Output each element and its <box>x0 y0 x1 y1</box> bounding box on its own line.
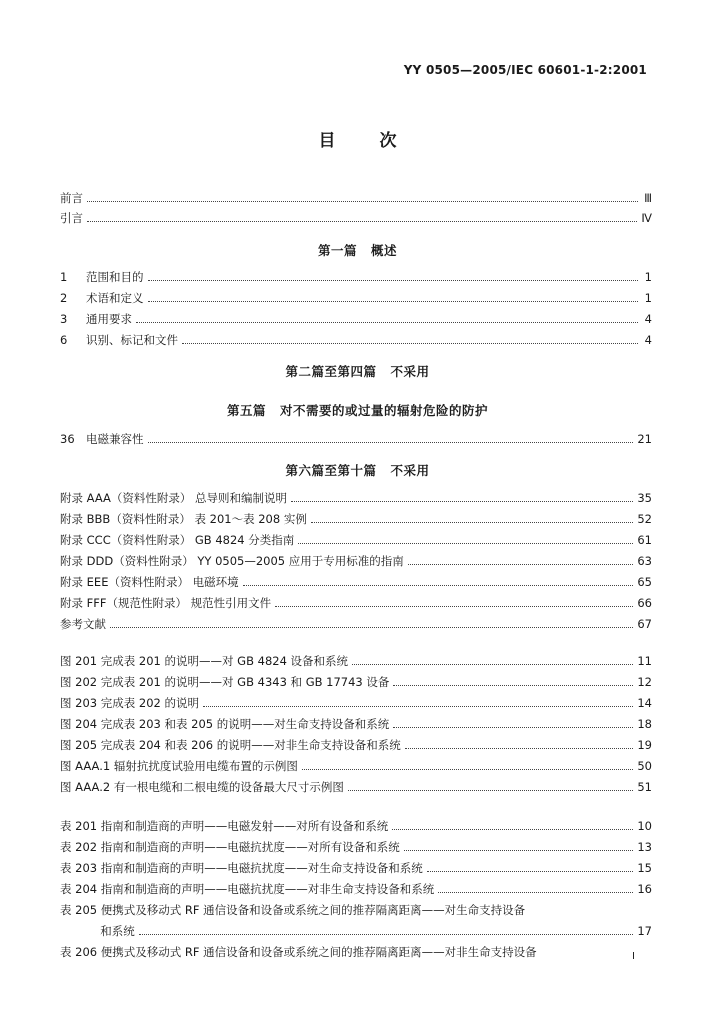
leader-dots <box>275 606 633 607</box>
leader-dots <box>404 850 634 851</box>
toc-entry-label: 1 范围和目的 <box>60 270 144 284</box>
toc-entry-page: 12 <box>637 675 652 689</box>
toc-entry-annex-aaa[interactable] <box>60 487 652 505</box>
toc-entry-table-205[interactable] <box>60 899 652 917</box>
page-number: Ⅰ <box>632 951 635 962</box>
parts-two-four-heading <box>0 362 715 380</box>
leader-dots <box>87 201 638 202</box>
page-title: 目次 <box>318 131 441 151</box>
toc-entry-label: 附录 CCC（资料性附录） GB 4824 分类指南 <box>60 533 295 547</box>
leader-dots <box>136 322 638 323</box>
part-five-sub: 对不需要的或过量的辐射危险的防护 <box>280 403 489 418</box>
toc-entry-general[interactable] <box>60 308 652 326</box>
toc-entry-page: 4 <box>644 312 652 326</box>
toc-entry-page: 67 <box>637 617 652 631</box>
parts-six-ten-sub: 不采用 <box>390 463 430 478</box>
toc-entry-table-206[interactable] <box>60 941 652 959</box>
toc-entry-page: 61 <box>637 533 652 547</box>
toc-entry-emc[interactable] <box>60 428 652 446</box>
toc-entry-page: 18 <box>637 717 652 731</box>
toc-entry-figure-205[interactable] <box>60 734 652 752</box>
toc-entry-marking[interactable] <box>60 329 652 347</box>
toc-entry-label: 图 204 完成表 203 和表 205 的说明——对生命支持设备和系统 <box>60 717 390 731</box>
toc-entry-num: 1 <box>60 270 68 284</box>
toc-entry-annex-ddd[interactable] <box>60 550 652 568</box>
toc-entry-table-205-cont[interactable] <box>60 920 652 938</box>
leader-dots <box>408 564 634 565</box>
leader-dots <box>348 790 634 791</box>
toc-entry-label: 图 202 完成表 201 的说明——对 GB 4343 和 GB 17743 设备 <box>60 675 390 689</box>
leader-dots <box>393 727 633 728</box>
parts-six-ten-heading <box>0 461 715 479</box>
toc-entry-label: 图 203 完成表 202 的说明 <box>60 696 200 710</box>
toc-entry-page: 14 <box>637 696 652 710</box>
toc-entry-page: 16 <box>637 882 652 896</box>
toc-entry-page: 52 <box>637 512 652 526</box>
toc-entry-figure-201[interactable] <box>60 650 652 668</box>
standard-code: YY 0505—2005/IEC 60601-1-2:2001 <box>403 63 647 77</box>
toc-entry-label: 表 206 便携式及移动式 RF 通信设备和设备或系统之间的推荐隔离距离——对非生命支持设备 <box>60 945 537 959</box>
leader-dots <box>148 280 639 281</box>
part-one-heading <box>0 241 715 259</box>
toc-entry-figure-204[interactable] <box>60 713 652 731</box>
toc-entry-figure-aaa2[interactable] <box>60 776 652 794</box>
toc-entry-page: 1 <box>644 291 652 305</box>
toc-entry-table-204[interactable] <box>60 878 652 896</box>
toc-entry-page: 35 <box>637 491 652 505</box>
toc-entry-page: 50 <box>637 759 652 773</box>
leader-dots <box>438 892 633 893</box>
toc-entry-num: 6 <box>60 333 68 347</box>
toc-entry-label: 表 204 指南和制造商的声明——电磁抗扰度——对非生命支持设备和系统 <box>60 882 435 896</box>
leader-dots <box>243 585 634 586</box>
toc-entry-page: 4 <box>644 333 652 347</box>
toc-entry-label: 附录 AAA（资料性附录） 总导则和编制说明 <box>60 491 288 505</box>
leader-dots <box>302 769 634 770</box>
toc-entry-label: 附录 FFF（规范性附录） 规范性引用文件 <box>60 596 272 610</box>
toc-entry-label: 附录 DDD（资料性附录） YY 0505—2005 应用于专用标准的指南 <box>60 554 404 568</box>
leader-dots <box>110 627 633 628</box>
toc-entry-page: Ⅳ <box>641 211 652 225</box>
toc-entry-label: 表 205 便携式及移动式 RF 通信设备和设备或系统之间的推荐隔离距离——对生命支持设备 <box>60 903 526 917</box>
leader-dots <box>139 934 634 935</box>
toc-entry-figure-203[interactable] <box>60 692 652 710</box>
toc-entry-label: 附录 BBB（资料性附录） 表 201～表 208 实例 <box>60 512 307 526</box>
toc-entry-page: 19 <box>637 738 652 752</box>
toc-entry-label: 表 203 指南和制造商的声明——电磁抗扰度——对生命支持设备和系统 <box>60 861 423 875</box>
toc-entry-references[interactable] <box>60 613 652 631</box>
leader-dots <box>311 522 634 523</box>
toc-entry-page: Ⅲ <box>644 191 652 205</box>
toc-entry-label: 表 201 指南和制造商的声明——电磁发射——对所有设备和系统 <box>60 819 389 833</box>
toc-entry-table-203[interactable] <box>60 857 652 875</box>
toc-entry-table-201[interactable] <box>60 815 652 833</box>
part-five-label: 第五篇 <box>226 403 266 418</box>
toc-entry-scope[interactable] <box>60 266 652 284</box>
part-one-heading-sub: 概述 <box>371 243 398 258</box>
toc-entry-page: 21 <box>637 432 652 446</box>
toc-entry-num: 36 <box>60 432 75 446</box>
leader-dots <box>203 706 633 707</box>
toc-entry-introduction[interactable] <box>60 207 652 225</box>
toc-entry-num: 3 <box>60 312 68 326</box>
toc-entry-label: 参考文献 <box>60 617 106 631</box>
toc-entry-page: 1 <box>644 270 652 284</box>
toc-entry-figure-202[interactable] <box>60 671 652 689</box>
toc-entry-annex-bbb[interactable] <box>60 508 652 526</box>
leader-dots <box>148 442 634 443</box>
toc-entry-foreword[interactable] <box>60 187 652 205</box>
toc-entry-label: 表 202 指南和制造商的声明——电磁抗扰度——对所有设备和系统 <box>60 840 400 854</box>
part-one-heading-label: 第一篇 <box>317 243 357 258</box>
toc-entry-label: 附录 EEE（资料性附录） 电磁环境 <box>60 575 239 589</box>
toc-entry-annex-ccc[interactable] <box>60 529 652 547</box>
toc-entry-annex-eee[interactable] <box>60 571 652 589</box>
toc-entry-label: 36 电磁兼容性 <box>60 432 144 446</box>
toc-entry-page: 11 <box>637 654 652 668</box>
toc-entry-page: 65 <box>637 575 652 589</box>
parts-two-four-sub: 不采用 <box>390 364 430 379</box>
leader-dots <box>352 664 633 665</box>
toc-entry-label: 引言 <box>60 211 83 225</box>
leader-dots <box>393 685 633 686</box>
toc-entry-page: 17 <box>637 924 652 938</box>
toc-entry-terms[interactable] <box>60 287 652 305</box>
toc-entry-label: 图 AAA.1 辐射抗扰度试验用电缆布置的示例图 <box>60 759 298 773</box>
leader-dots <box>87 221 637 222</box>
toc-entry-label: 和系统 <box>60 924 135 938</box>
toc-entry-annex-fff[interactable] <box>60 592 652 610</box>
parts-two-four-label: 第二篇至第四篇 <box>285 364 377 379</box>
toc-entry-page: 13 <box>637 840 652 854</box>
leader-dots <box>148 301 639 302</box>
leader-dots <box>405 748 634 749</box>
leader-dots <box>291 501 633 502</box>
toc-entry-num: 2 <box>60 291 68 305</box>
toc-entry-label: 6 识别、标记和文件 <box>60 333 178 347</box>
leader-dots <box>182 343 638 344</box>
toc-entry-page: 10 <box>637 819 652 833</box>
toc-entry-page: 51 <box>637 780 652 794</box>
leader-dots <box>298 543 633 544</box>
leader-dots <box>427 871 634 872</box>
toc-entry-label: 前言 <box>60 191 83 205</box>
toc-entry-label: 图 205 完成表 204 和表 206 的说明——对非生命支持设备和系统 <box>60 738 401 752</box>
toc-entry-label: 3 通用要求 <box>60 312 132 326</box>
leader-dots <box>392 829 633 830</box>
toc-entry-page: 15 <box>637 861 652 875</box>
part-five-heading <box>0 401 715 419</box>
toc-entry-label: 2 术语和定义 <box>60 291 144 305</box>
toc-entry-label: 图 201 完成表 201 的说明——对 GB 4824 设备和系统 <box>60 654 349 668</box>
toc-entry-table-202[interactable] <box>60 836 652 854</box>
parts-six-ten-label: 第六篇至第十篇 <box>285 463 377 478</box>
toc-entry-page: 63 <box>637 554 652 568</box>
toc-entry-label: 图 AAA.2 有一根电缆和二根电缆的设备最大尺寸示例图 <box>60 780 344 794</box>
toc-entry-page: 66 <box>637 596 652 610</box>
toc-entry-figure-aaa1[interactable] <box>60 755 652 773</box>
